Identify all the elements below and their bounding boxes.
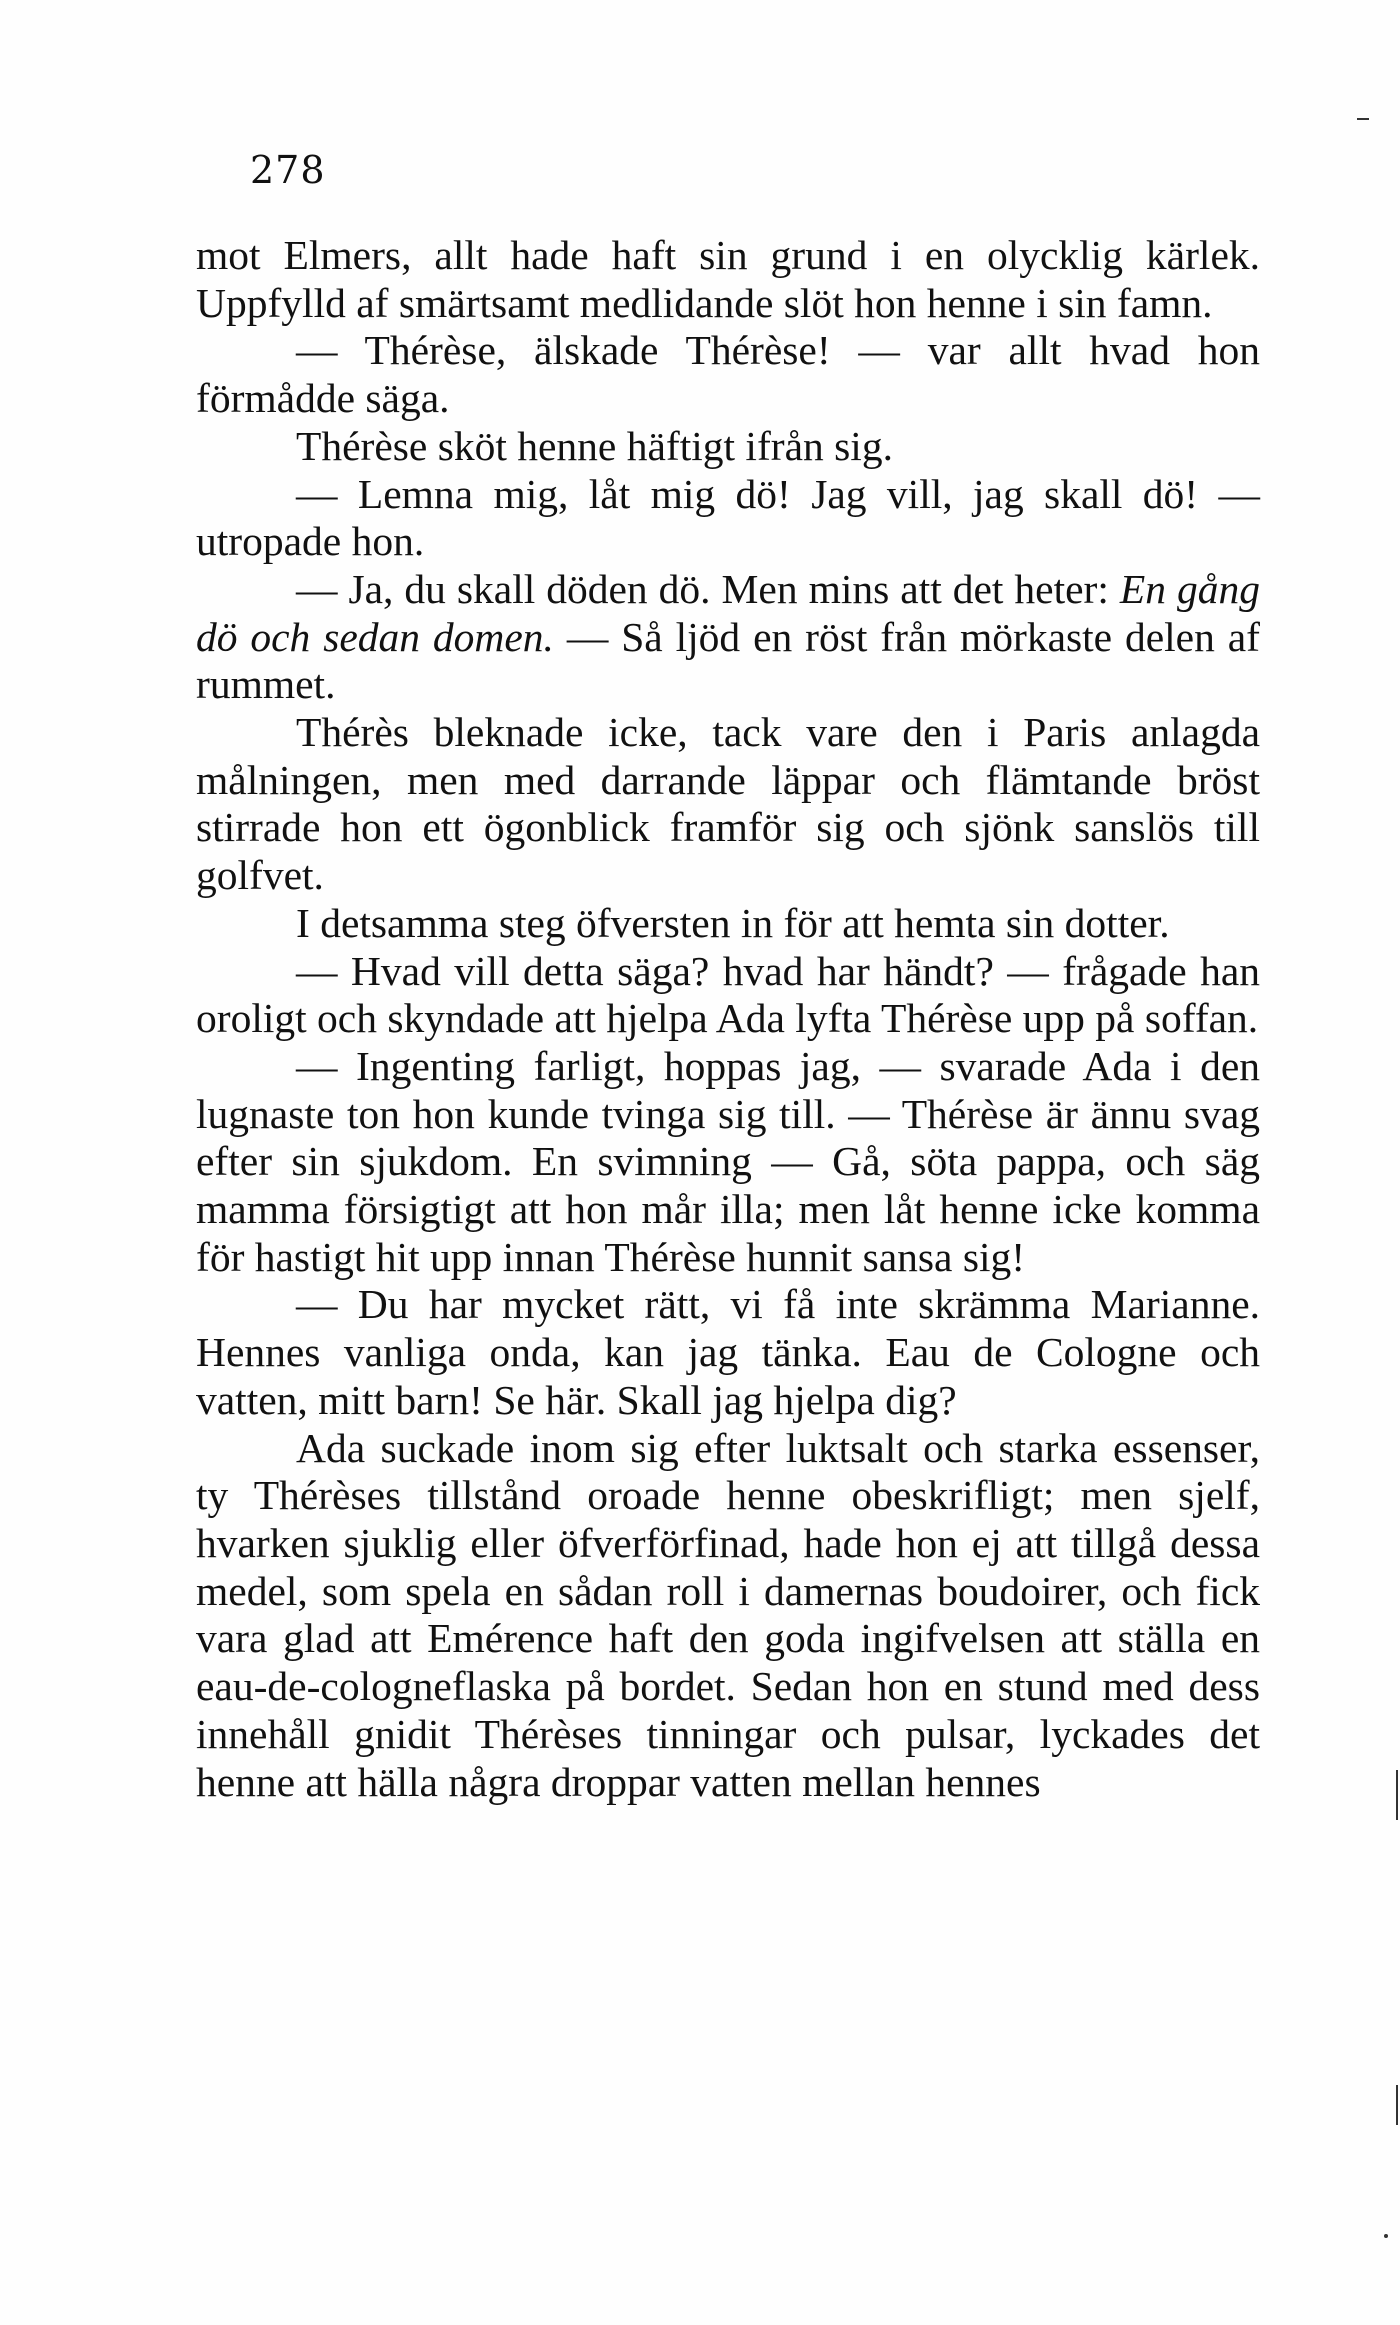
paragraph-text: — Så ljöd en röst från mörkaste delen af rummet. — [196, 613, 1260, 708]
paragraph-text: — Ingenting farligt, hoppas jag, — svarade Ada i den lugnaste ton hon kunde tvinga sig till. — Thérèse är ännu svag efter sin sjukdom. En svimning — Gå, söta pappa, och säg mamma försigtigt att hon mår illa; men låt henne icke komma för hastigt hit upp innan Thérèse hunnit sansa sig! — [196, 1042, 1260, 1280]
paragraph-text: mot Elmers, allt hade haft sin grund i en olycklig kärlek. Uppfylld af smärtsamt medlidande slöt hon henne i sin famn. — [196, 232, 1260, 326]
paragraph-text: — Hvad vill detta säga? hvad har händt? — frågade han oroligt och skyndade att hjelpa Ada lyfta Thérèse upp på soffan. — [196, 947, 1260, 1042]
paragraph — [196, 423, 1260, 471]
margin-speck — [1396, 1770, 1398, 1820]
body-text — [196, 232, 1260, 1806]
margin-speck — [1396, 2085, 1398, 2125]
paragraph — [196, 709, 1260, 900]
page-number: 278 — [250, 148, 326, 192]
paragraph-text: — Du har mycket rätt, vi få inte skrämma Marianne. Hennes vanliga onda, kan jag tänka. Eau de Cologne och vatten, mitt barn! Se här. Skall jag hjelpa dig? — [196, 1281, 1260, 1423]
paragraph — [196, 900, 1260, 948]
paragraph — [196, 1043, 1260, 1282]
margin-speck — [1384, 2234, 1388, 2238]
paragraph-text: — Thérèse, älskade Thérèse! — var allt hvad hon förmådde säga. — [196, 327, 1260, 422]
paragraph — [196, 1425, 1260, 1807]
paragraph — [196, 1281, 1260, 1424]
italic-text: En gång dö och sedan domen. — [196, 565, 1260, 660]
paragraph-text: Thérèse sköt henne häftigt ifrån sig. — [296, 422, 893, 469]
paragraph-text: Thérès bleknade icke, tack vare den i Paris anlagda målningen, men med darrande läppar och flämtande bröst stirrade hon ett ögonblick framför sig och sjönk sanslös till golfvet. — [196, 709, 1260, 899]
margin-speck — [1357, 118, 1369, 120]
paragraph — [196, 232, 1260, 327]
paragraph-text: I detsamma steg öfversten in för att hemta sin dotter. — [296, 899, 1170, 946]
paragraph-text: Ada suckade inom sig efter luktsalt och starka essenser, ty Thérèses tillstånd oroade henne obeskrifligt; men sjelf, hvarken sjuklig eller öfverförfinad, hade hon ej att tillgå dessa medel, som spela en sådan roll i damernas boudoirer, och fick vara glad att Emérence haft den goda ingifvelsen att ställa en eau-de-cologneflaska på bordet. Sedan hon en stund med dess innehåll gnidit Thérèses tinningar och pulsar, lyckades det henne att hälla några droppar vatten mellan hennes — [196, 1424, 1260, 1805]
paragraph — [196, 566, 1260, 709]
paragraph — [196, 948, 1260, 1043]
paragraph-text: — Ja, du skall döden dö. Men mins att det heter: — [296, 565, 1120, 612]
paragraph — [196, 327, 1260, 422]
paragraph-text: — Lemna mig, låt mig dö! Jag vill, jag skall dö! — utropade hon. — [196, 470, 1260, 565]
paragraph — [196, 471, 1260, 566]
